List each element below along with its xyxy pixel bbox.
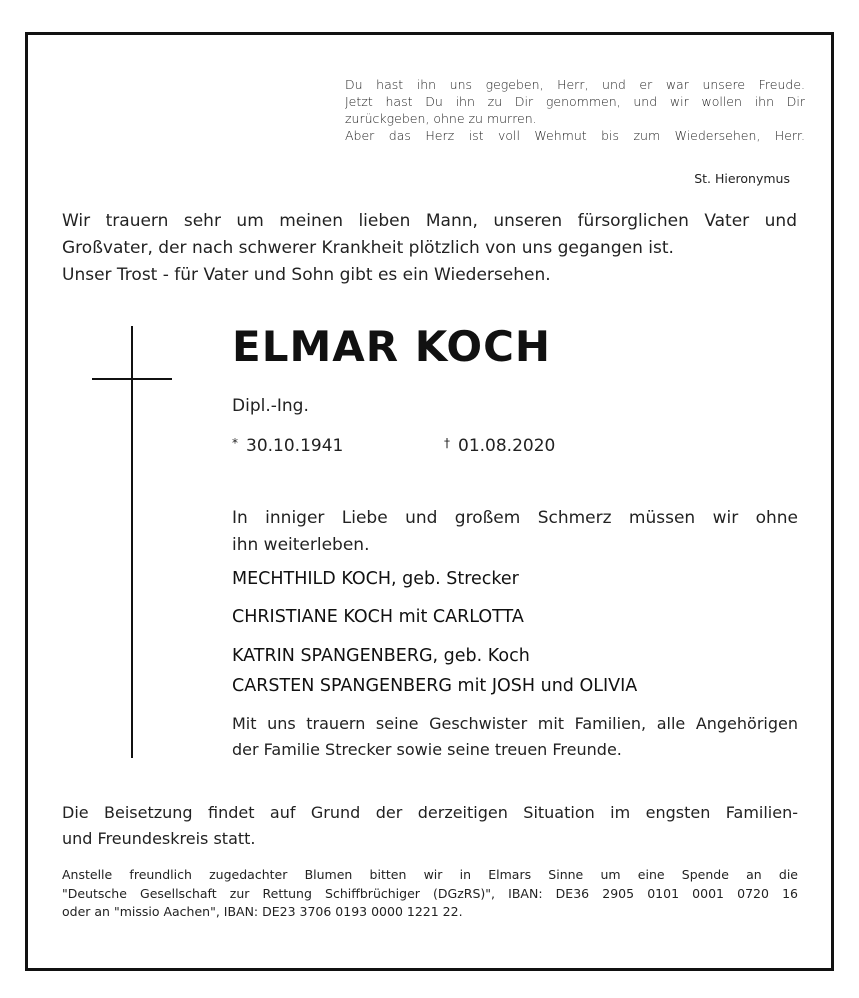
quote-line: Du hast ihn uns gegeben, Herr, und er war unsere Freude. [345, 77, 805, 92]
quote-line: zurückgeben, ohne zu murren. [345, 111, 537, 126]
deceased-name: ELMAR KOCH [232, 322, 552, 371]
grief-text [232, 505, 798, 559]
quote-source: St. Hieronymus [694, 171, 790, 186]
donation-line: oder an "missio Aachen", IBAN: DE23 3706 0193 0000 1221 22. [62, 904, 463, 919]
bible-quote [345, 76, 805, 144]
family-member: CARSTEN SPANGENBERG mit JOSH und OLIVIA [232, 676, 638, 696]
cross-icon-bar [92, 378, 172, 380]
birth-date-value: 30.10.1941 [246, 436, 344, 456]
death-date [444, 436, 555, 456]
family-member: KATRIN SPANGENBERG, geb. Koch [232, 646, 530, 666]
mourners-line: Mit uns trauern seine Geschwister mit Familien, alle Angehörigen [232, 714, 798, 733]
mourners-text [232, 711, 798, 763]
burial-line: und Freundeskreis statt. [62, 829, 256, 848]
quote-line: Jetzt hast Du ihn zu Dir genommen, und wir wollen ihn Dir [345, 94, 805, 109]
intro-line: Unser Trost - für Vater und Sohn gibt es ein Wiedersehen. [62, 265, 551, 285]
grief-line: In inniger Liebe und großem Schmerz müssen wir ohne [232, 508, 798, 528]
intro-text [62, 208, 797, 289]
quote-line: Aber das Herz ist voll Wehmut bis zum Wiedersehen, Herr. [345, 128, 805, 143]
birth-symbol: * [232, 436, 238, 450]
intro-line: Wir trauern sehr um meinen lieben Mann, unseren fürsorglichen Vater und [62, 211, 797, 231]
mourners-line: der Familie Strecker sowie seine treuen Freunde. [232, 740, 622, 759]
birth-date [232, 436, 343, 456]
family-member: CHRISTIANE KOCH mit CARLOTTA [232, 607, 524, 627]
burial-notice [62, 800, 798, 852]
burial-line: Die Beisetzung findet auf Grund der derzeitigen Situation im engsten Familien- [62, 803, 798, 822]
deceased-title: Dipl.-Ing. [232, 396, 309, 416]
family-member: MECHTHILD KOCH, geb. Strecker [232, 569, 519, 589]
donation-line: "Deutsche Gesellschaft zur Rettung Schiffbrüchiger (DGzRS)", IBAN: DE36 2905 0101 0001 0720 16 [62, 885, 798, 901]
cross-icon [131, 326, 133, 758]
donation-notice [62, 866, 798, 922]
death-date-value: 01.08.2020 [458, 436, 556, 456]
grief-line: ihn weiterleben. [232, 535, 370, 555]
donation-line: Anstelle freundlich zugedachter Blumen bitten wir in Elmars Sinne um eine Spende an die [62, 867, 798, 882]
death-symbol: † [444, 436, 450, 450]
intro-line: Großvater, der nach schwerer Krankheit plötzlich von uns gegangen ist. [62, 238, 674, 258]
